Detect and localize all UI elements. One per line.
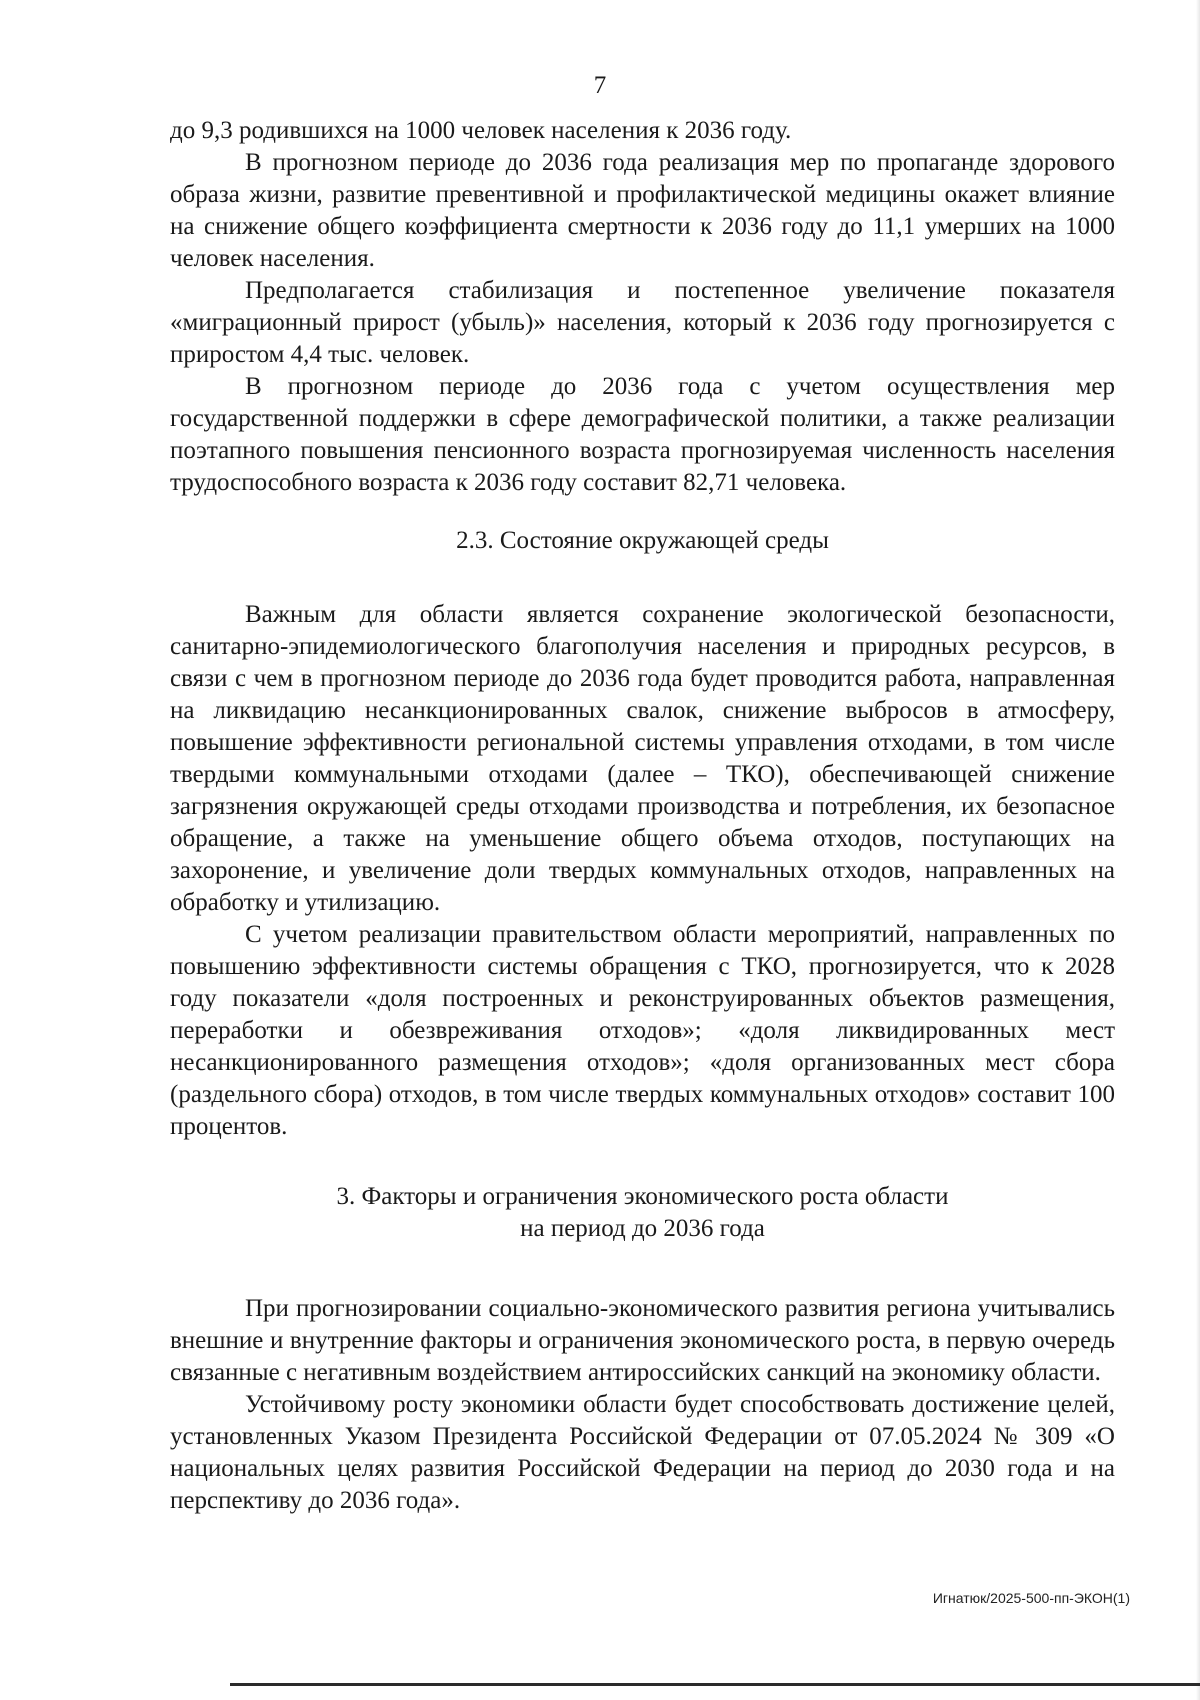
paragraph: С учетом реализации правительством области мероприятий, направленных по повышению эффективности системы обращения с ТКО, прогнозируется, что к 2028 году показатели «доля построенных и реконструированных объектов размещения, переработки и обезвреживания отходов»; «доля ликвидированных мест несанкционированного размещения отходов»; «доля организованных мест сбора (раздельного сбора) отходов, в том числе твердых коммунальных отходов» составит 100 процентов. — [170, 921, 1115, 1140]
scan-edge — [1196, 0, 1200, 1700]
scan-bottom-edge — [230, 1683, 1200, 1686]
paragraph: В прогнозном периоде до 2036 года с учетом осуществления мер государственной поддержки в сфере демографической политики, а также реализации поэтапного повышения пенсионного возраста прогнозируемая численность населения трудоспособного возраста к 2036 году составит 82,71 человека. — [170, 373, 1115, 496]
heading-line: 3. Факторы и ограничения экономического роста области — [336, 1183, 949, 1210]
document-code: Игнатюк/2025-500-пп-ЭКОН(1) — [932, 1590, 1130, 1606]
section-heading-factors — [170, 1181, 1115, 1245]
paragraph: В прогнозном периоде до 2036 года реализация мер по пропаганде здорового образа жизни, развитие превентивной и профилактической медицины окажет влияние на снижение общего коэффициента смертности к 2036 году до 11,1 умерших на 1000 человек населения. — [170, 149, 1115, 272]
paragraph: При прогнозировании социально-экономического развития региона учитывались внешние и внутренние факторы и ограничения экономического роста, в первую очередь связанные с негативным воздействием антироссийских санкций на экономику области. — [170, 1295, 1115, 1386]
document-body — [170, 115, 1115, 1517]
heading-line: на период до 2036 года — [520, 1215, 765, 1242]
paragraph: до 9,3 родившихся на 1000 человек населения к 2036 году. — [170, 117, 792, 144]
page-number: 7 — [593, 72, 607, 99]
paragraph: Предполагается стабилизация и постепенное увеличение показателя «миграционный прирост (убыль)» населения, который к 2036 году прогнозируется с приростом 4,4 тыс. человек. — [170, 277, 1115, 368]
paragraph: Важным для области является сохранение экологической безопасности, санитарно-эпидемиологического благополучия населения и природных ресурсов, в связи с чем в прогнозном периоде до 2036 года будет проводится работа, направленная на ликвидацию несанкционированных свалок, снижение выбросов в атмосферу, повышение эффективности региональной системы управления отходами, в том числе твердыми коммунальными отходами (далее – ТКО), обеспечивающей снижение загрязнения окружающей среды отходами производства и потребления, их безопасное обращение, а также на уменьшение общего объема отходов, поступающих на захоронение, и увеличение доли твердых коммунальных отходов, направленных на обработку и утилизацию. — [170, 601, 1115, 916]
paragraph: Устойчивому росту экономики области будет способствовать достижение целей, установленных Указом Президента Российской Федерации от 07.05.2024 № 309 «О национальных целях развития Российской Федерации на период до 2030 года и на перспективу до 2036 года». — [170, 1391, 1115, 1514]
section-heading-environment: 2.3. Состояние окружающей среды — [456, 527, 829, 554]
